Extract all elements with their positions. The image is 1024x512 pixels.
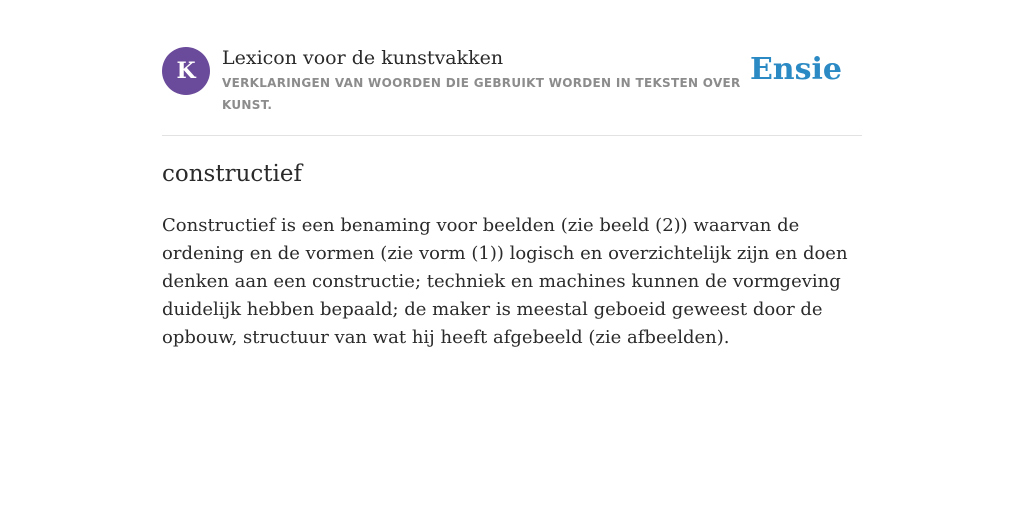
lexicon-titles	[222, 44, 742, 116]
lexicon-title-link[interactable]: Lexicon voor de kunstvakken	[222, 47, 504, 69]
lexicon-avatar[interactable]: K	[162, 47, 210, 95]
header-divider	[162, 135, 862, 136]
entry-definition: Constructief is een benaming voor beelden (zie beeld (2)) waarvan de ordening en de vormen (zie vorm (1)) logisch en overzichtelijk zijn en doen denken aan een constructie; techniek en machines kunnen de vormgeving duidelijk hebben bepaald; de maker is meestal geboeid geweest door de opbouw, structuur van wat hij heeft afgebeeld (zie afbeelden).	[162, 215, 848, 348]
lexicon-subtitle: VERKLARINGEN VAN WOORDEN DIE GEBRUIKT WORDEN IN TEKSTEN OVER KUNST.	[222, 76, 741, 112]
entry-title: constructief	[162, 161, 302, 187]
lexicon-header	[162, 44, 862, 136]
ensie-logo-link[interactable]: Ensie	[749, 52, 842, 87]
